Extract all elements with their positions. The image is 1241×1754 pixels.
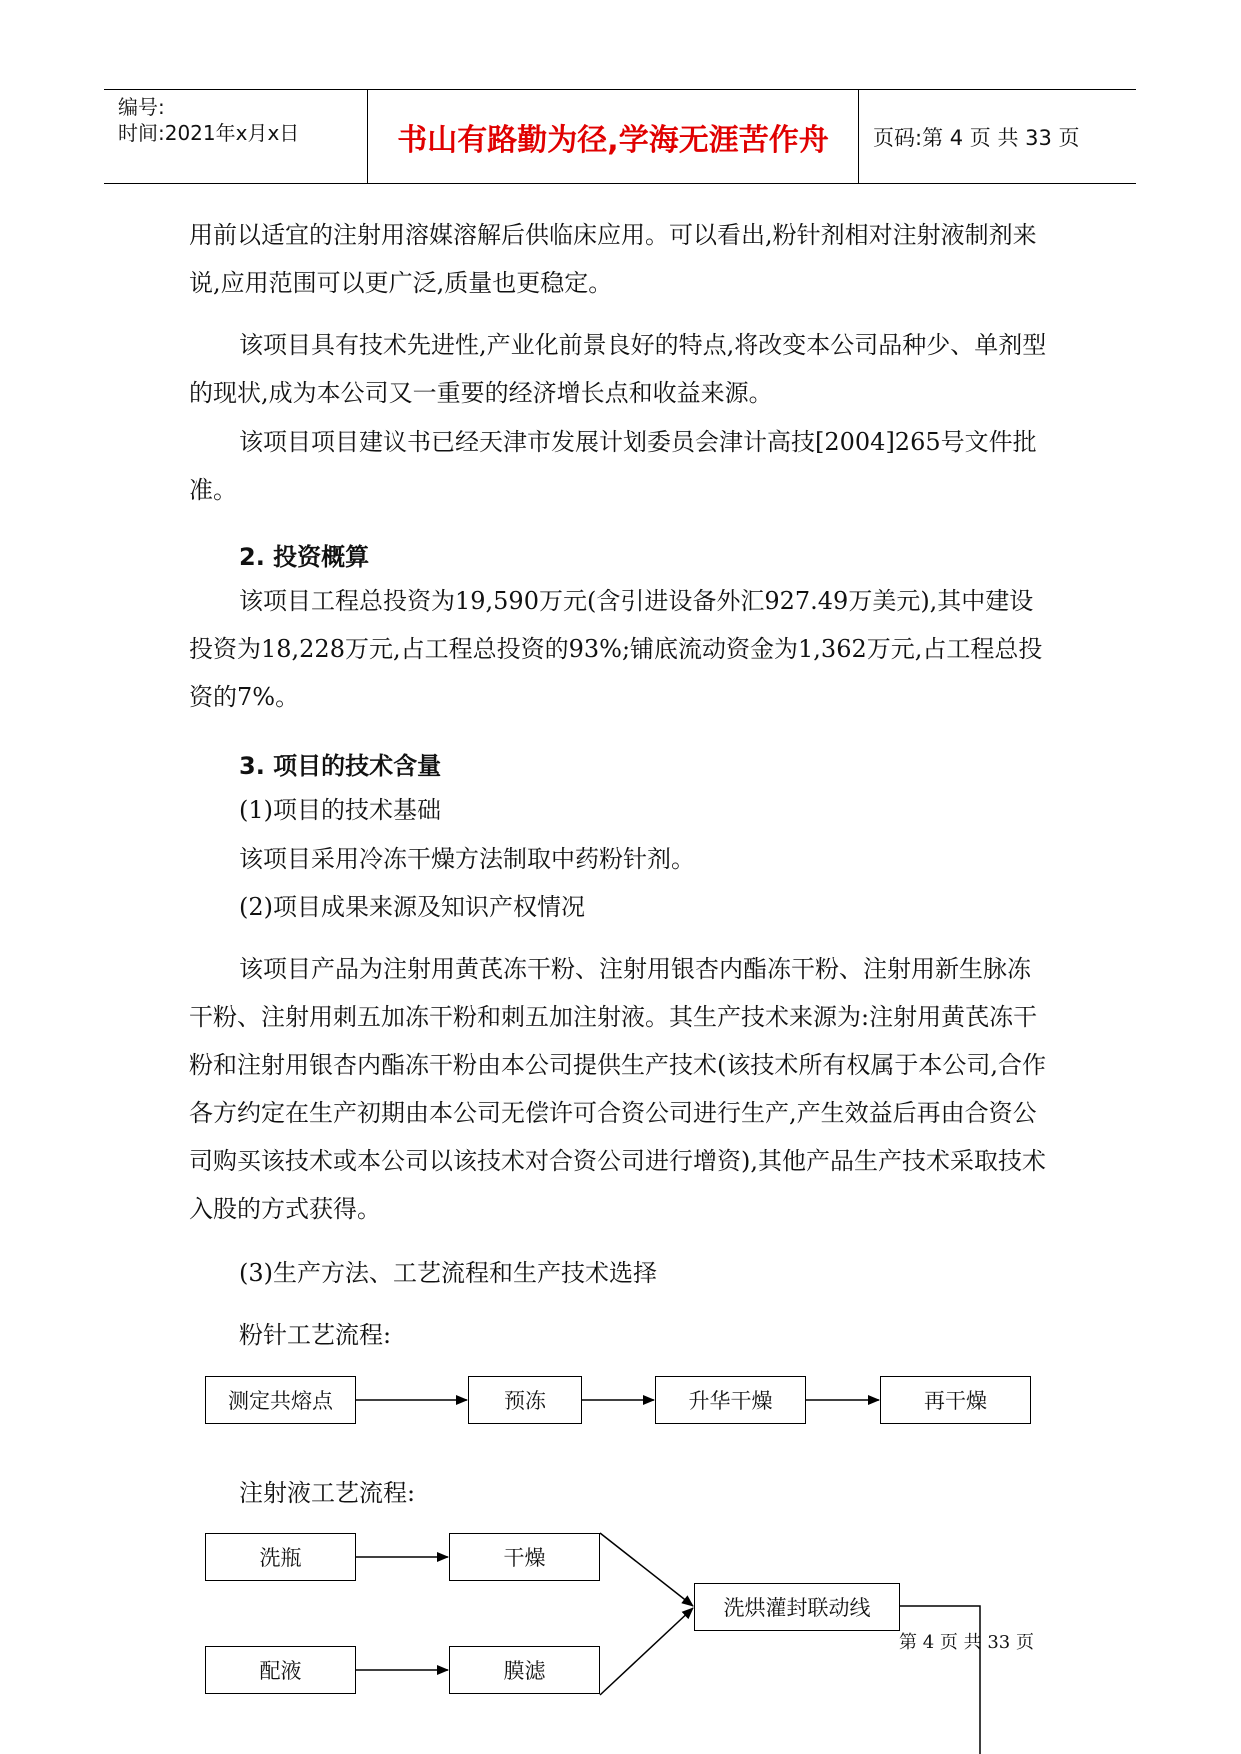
header-page-number: 页码:第 4 页 共 33 页 xyxy=(873,125,1080,150)
header-meta xyxy=(104,90,368,183)
flow2-step-fill-seal-line: 洗烘灌封联动线 xyxy=(694,1583,900,1631)
flow2-step-dry: 干燥 xyxy=(449,1533,600,1581)
arrow-filter-to-line xyxy=(600,1608,693,1695)
heading-investment: 2. 投资概算 xyxy=(239,543,370,571)
flow1-step-redry: 再干燥 xyxy=(880,1376,1031,1424)
subheading-process: (3)生产方法、工艺流程和生产技术选择 xyxy=(239,1259,657,1287)
flow1-step-sublimation: 升华干燥 xyxy=(655,1376,806,1424)
arrow-dry-to-line xyxy=(600,1533,693,1606)
flow1-label: 粉针工艺流程: xyxy=(239,1321,392,1349)
flow1-step-eutectic: 测定共熔点 xyxy=(205,1376,356,1424)
heading-technology: 3. 项目的技术含量 xyxy=(239,752,442,780)
flow2-step-mix: 配液 xyxy=(205,1646,356,1694)
document-date: 时间:2021年x月x日 xyxy=(118,121,300,145)
paragraph-ip-details: 该项目产品为注射用黄芪冻干粉、注射用银杏内酯冻干粉、注射用新生脉冻干粉、注射用刺五加冻干粉和刺五加注射液。其生产技术来源为:注射用黄芪冻干粉和注射用银杏内酯冻干粉由本公司提供生产技术(该技术所有权属于本公司,合作各方约定在生产初期由本公司无偿许可合资公司进行生产,产生效益后再由合资公司购买该技术或本公司以该技术对合资公司进行增资),其他产品生产技术采取技术入股的方式获得。 xyxy=(189,955,1046,1223)
flow2-step-filter: 膜滤 xyxy=(449,1646,600,1694)
footer-page-number: 第 4 页 共 33 页 xyxy=(899,1632,1034,1653)
paragraph-freeze-drying: 该项目采用冷冻干燥方法制取中药粉针剂。 xyxy=(239,845,695,873)
flow2-step-wash-bottle: 洗瓶 xyxy=(205,1533,356,1581)
document-number-label: 编号: xyxy=(118,95,165,119)
subheading-tech-basis: (1)项目的技术基础 xyxy=(239,796,441,824)
paragraph-investment: 该项目工程总投资为19,590万元(含引进设备外汇927.49万美元),其中建设投资为18,228万元,占工程总投资的93%;铺底流动资金为1,362万元,占工程总投资的7%。 xyxy=(189,587,1043,711)
paragraph-approval: 该项目项目建议书已经天津市发展计划委员会津计高技[2004]265号文件批准。 xyxy=(189,428,1037,504)
paragraph-powder-advantage: 用前以适宜的注射用溶媒溶解后供临床应用。可以看出,粉针剂相对注射液制剂来说,应用范围可以更广泛,质量也更稳定。 xyxy=(189,221,1037,297)
flow1-step-prefreeze: 预冻 xyxy=(468,1376,582,1424)
page-header xyxy=(104,89,1136,184)
subheading-ip-source: (2)项目成果来源及知识产权情况 xyxy=(239,893,585,921)
paragraph-project-features: 该项目具有技术先进性,产业化前景良好的特点,将改变本公司品种少、单剂型的现状,成为本公司又一重要的经济增长点和收益来源。 xyxy=(189,331,1047,407)
flow2-label: 注射液工艺流程: xyxy=(239,1479,416,1507)
header-motto: 书山有路勤为径,学海无涯苦作舟 xyxy=(368,90,859,183)
